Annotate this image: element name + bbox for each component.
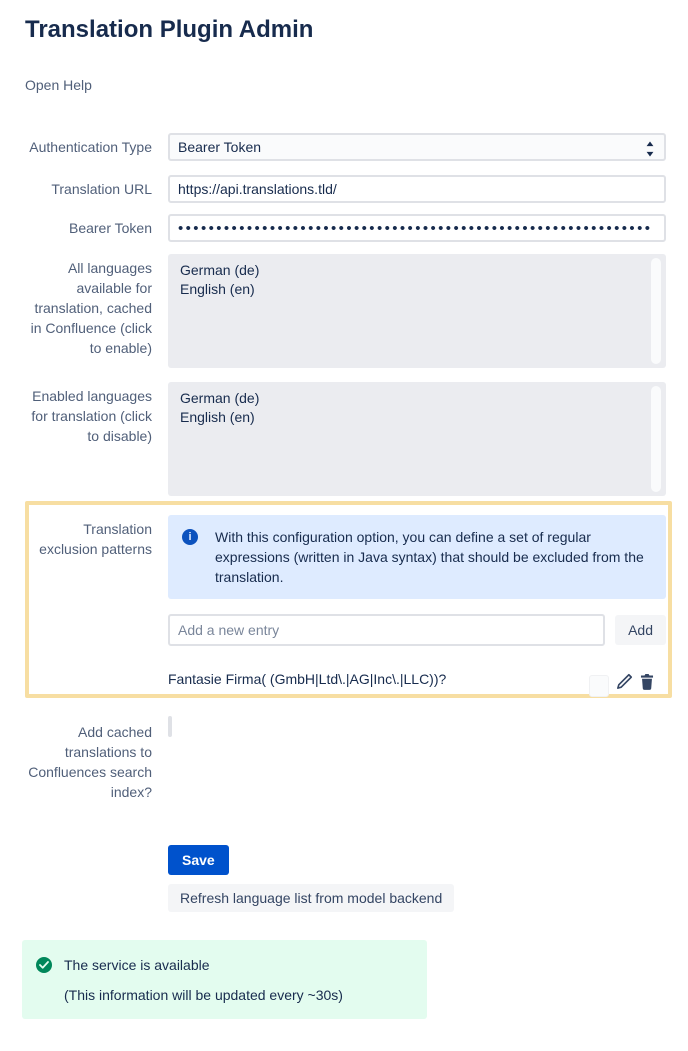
save-row xyxy=(0,845,688,875)
scrollbar-track[interactable] xyxy=(651,258,661,364)
translation-url-input[interactable] xyxy=(168,175,666,203)
translation-url-row xyxy=(0,175,688,203)
refresh-languages-button[interactable]: Refresh language list from model backend xyxy=(168,884,454,912)
list-item[interactable]: German (de) xyxy=(180,262,260,278)
auth-type-select[interactable] xyxy=(168,133,666,161)
pencil-icon xyxy=(615,679,634,694)
service-status-panel xyxy=(22,940,427,1019)
service-status-note: (This information will be updated every ~30s) xyxy=(64,987,343,1003)
list-item[interactable]: English (en) xyxy=(180,409,255,425)
open-help-link[interactable]: Open Help xyxy=(25,77,92,93)
bearer-token-input[interactable] xyxy=(168,214,666,242)
select-arrows-icon xyxy=(643,140,657,161)
refresh-row-spacer xyxy=(25,884,152,888)
scrollbar-track[interactable] xyxy=(651,386,661,492)
auth-type-selected-value: Bearer Token xyxy=(178,139,262,155)
refresh-row xyxy=(0,884,688,912)
exclusion-entry-input-row xyxy=(29,614,666,646)
save-button[interactable]: Save xyxy=(168,845,229,875)
delete-entry-button[interactable] xyxy=(636,670,658,696)
add-entry-button[interactable]: Add xyxy=(615,615,666,645)
trash-icon xyxy=(638,679,656,694)
bearer-token-label: Bearer Token xyxy=(68,220,152,236)
all-languages-label: All languages available for translation, cached in Confluence (click to enable) xyxy=(30,260,152,356)
exclusion-patterns-label: Translation exclusion patterns xyxy=(39,521,152,557)
enabled-languages-listbox[interactable] xyxy=(168,382,666,496)
edit-entry-button[interactable] xyxy=(613,670,636,696)
exclusion-entry-row xyxy=(29,660,666,698)
service-status-text: The service is available xyxy=(64,957,210,973)
info-icon: i xyxy=(182,529,198,545)
search-index-label: Add cached translations to Confluences search index? xyxy=(28,724,152,800)
enabled-languages-row xyxy=(0,382,688,496)
check-circle-icon xyxy=(36,957,52,973)
page-title: Translation Plugin Admin xyxy=(25,16,314,43)
admin-form xyxy=(0,133,688,912)
exclusion-patterns-highlight xyxy=(25,501,672,698)
exclusion-info-panel xyxy=(168,515,666,599)
auth-type-label: Authentication Type xyxy=(29,139,152,155)
entry-action-placeholder xyxy=(589,675,609,697)
list-item[interactable]: English (en) xyxy=(180,281,255,297)
all-languages-row xyxy=(0,254,688,368)
translation-url-label: Translation URL xyxy=(51,181,152,197)
enabled-languages-label: Enabled languages for translation (click to disable) xyxy=(31,388,152,444)
search-index-checkbox[interactable] xyxy=(168,716,172,737)
list-item[interactable]: German (de) xyxy=(180,390,260,406)
save-row-spacer xyxy=(25,845,152,849)
exclusion-patterns-row xyxy=(29,515,666,599)
all-languages-listbox[interactable] xyxy=(168,254,666,368)
auth-type-row xyxy=(0,133,688,161)
search-index-row xyxy=(0,718,688,802)
exclusion-pattern-input[interactable] xyxy=(168,614,605,646)
bearer-token-row xyxy=(0,214,688,242)
exclusion-entry-pattern: Fantasie Firma( (GmbH|Ltd\.|AG|Inc\.|LLC))? xyxy=(168,671,447,687)
exclusion-info-text: With this configuration option, you can define a set of regular expressions (written in Java syntax) that should be excluded from the translation. xyxy=(215,529,644,585)
